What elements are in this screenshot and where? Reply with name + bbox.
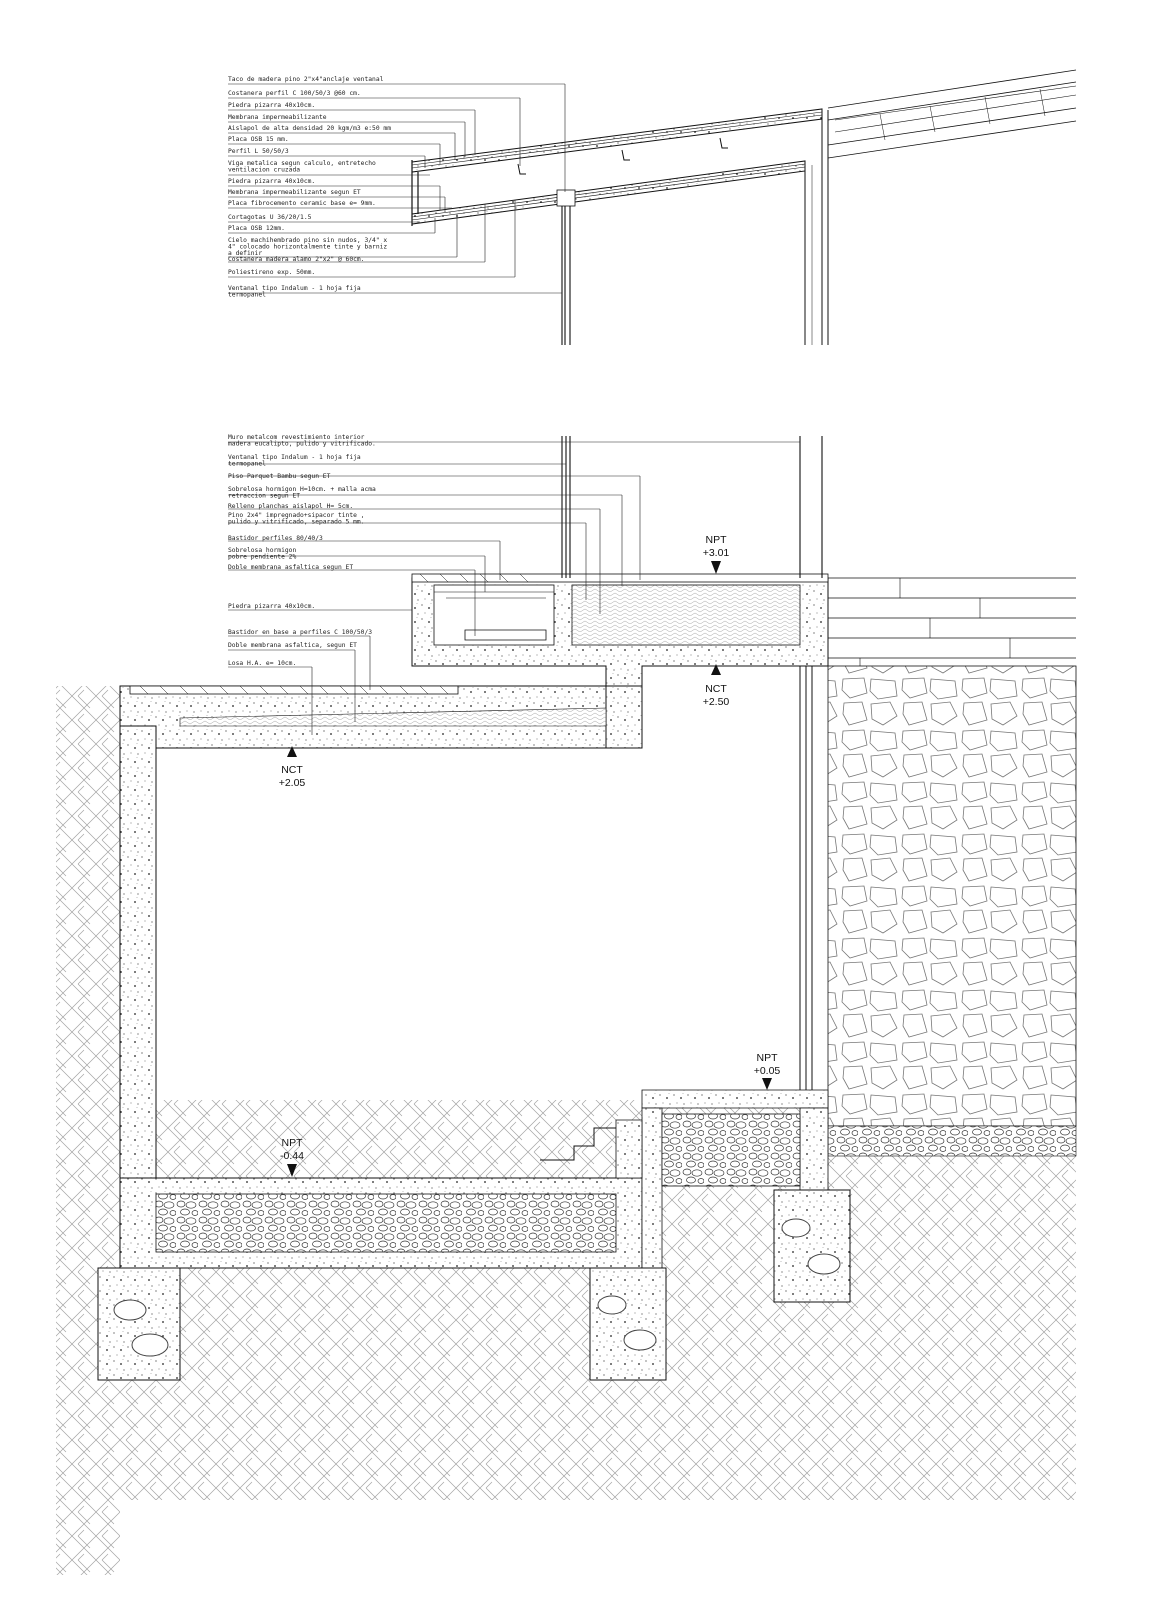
- section-note: Sobrelosa hormigon H=10cm. + malla acma retraccion segun ET: [228, 486, 376, 500]
- interior-floor-finish: [572, 585, 800, 645]
- concrete-wall-left: [120, 686, 156, 1178]
- roof-note: Placa fibrocemento ceramic base e= 9mm.: [228, 200, 376, 207]
- roof-note: Taco de madera pino 2"x4"anclaje ventanal: [228, 76, 384, 83]
- level-value: +3.01: [702, 547, 730, 559]
- section-notes: [228, 434, 376, 667]
- gravel-bed: [156, 1194, 616, 1252]
- roof-note: Costanera perfil C 100/50/3 @60 cm.: [228, 90, 361, 97]
- section-note: Piedra pizarra 40x10cm.: [228, 603, 316, 610]
- building-section: [56, 436, 1076, 1575]
- section-note: Sobrelosa hormigon pobre pendiente 2%: [228, 547, 297, 561]
- roof-note: Membrana impermeabilizante segun ET: [228, 189, 361, 196]
- level-marker-nct-205: [279, 746, 306, 789]
- level-value: +2.05: [278, 777, 306, 789]
- level-value: +2.50: [702, 696, 730, 708]
- lower-roof-panel: [412, 161, 805, 224]
- section-note: Doble membrana asfaltica segun ET: [228, 564, 354, 571]
- roof-detail: [412, 70, 1076, 345]
- section-note: Pino 2x4" impregnado+sipacor tinte , pulido y vitrificado, separado 5 mm.: [228, 512, 365, 526]
- level-marker-nct-250: [703, 664, 730, 708]
- roof-note: Piedra pizarra 40x10cm.: [228, 102, 316, 109]
- section-note: Doble membrana asfaltica, segun ET: [228, 642, 357, 649]
- roof-note: Costanera madera alamo 2"x2" @ 60cm.: [228, 256, 365, 263]
- upper-roof-panel: [412, 109, 822, 172]
- level-value: +0.05: [753, 1065, 781, 1077]
- level-triangle-icon: [762, 1078, 772, 1090]
- roof-window-frame: [557, 190, 575, 345]
- roof-note: Placa OSB 15 mm.: [228, 136, 289, 143]
- roof-cladding: [828, 70, 1076, 158]
- stone-retaining-wall: [828, 666, 1076, 1126]
- roof-note: Cortagotas U 36/20/1.5: [228, 214, 312, 221]
- section-note: Relleno planchas aislapol H= 5cm.: [228, 503, 354, 510]
- roof-note: Perfil L 50/50/3: [228, 148, 289, 155]
- exterior-deck-boards: [828, 578, 1076, 666]
- roof-note: Ventanal tipo Indalum - 1 hoja fija termopanel: [228, 285, 361, 299]
- roof-note: Viga metalica segun calculo, entretecho ventilacion cruzada: [228, 160, 376, 174]
- section-note: Muro metalcom revestimiento interior madera eucalipto, pulido y vitrificado.: [228, 434, 376, 448]
- level-kind: NCT: [705, 683, 727, 695]
- section-note: Bastidor en base a perfiles C 100/50/3: [228, 629, 373, 636]
- level-kind: NPT: [756, 1052, 778, 1064]
- level-kind: NCT: [281, 764, 303, 776]
- roof-note: Poliestireno exp. 50mm.: [228, 269, 316, 276]
- roof-notes: [228, 76, 391, 298]
- roof-note: Placa OSB 12mm.: [228, 225, 285, 232]
- upper-deck: [412, 574, 828, 582]
- section-note: Losa H.A. e= 10cm.: [228, 660, 297, 667]
- section-note: Bastidor perfiles 80/40/3: [228, 535, 323, 542]
- roof-note: Cielo machihembrado pino sin nudos, 3/4" x 4" colocado horizontalmente tinte y barniz a definir: [228, 237, 388, 257]
- level-kind: NPT: [281, 1137, 303, 1149]
- roof-note: Membrana impermeabilizante: [228, 114, 327, 121]
- level-triangle-icon: [711, 561, 721, 574]
- section-note: Ventanal tipo Indalum - 1 hoja fija termopanel: [228, 454, 361, 468]
- level-kind: NPT: [705, 534, 727, 546]
- section-note: Piso Parquet Bambu segun ET: [228, 473, 331, 480]
- roof-note: Piedra pizarra 40x10cm.: [228, 178, 316, 185]
- level-marker-npt-301: [703, 534, 730, 574]
- level-marker-npt-005: [754, 1052, 781, 1090]
- roof-note: Aislapol de alta densidad 20 kgm/m3 e:50 mm: [228, 125, 392, 132]
- level-value: -0.44: [280, 1150, 304, 1162]
